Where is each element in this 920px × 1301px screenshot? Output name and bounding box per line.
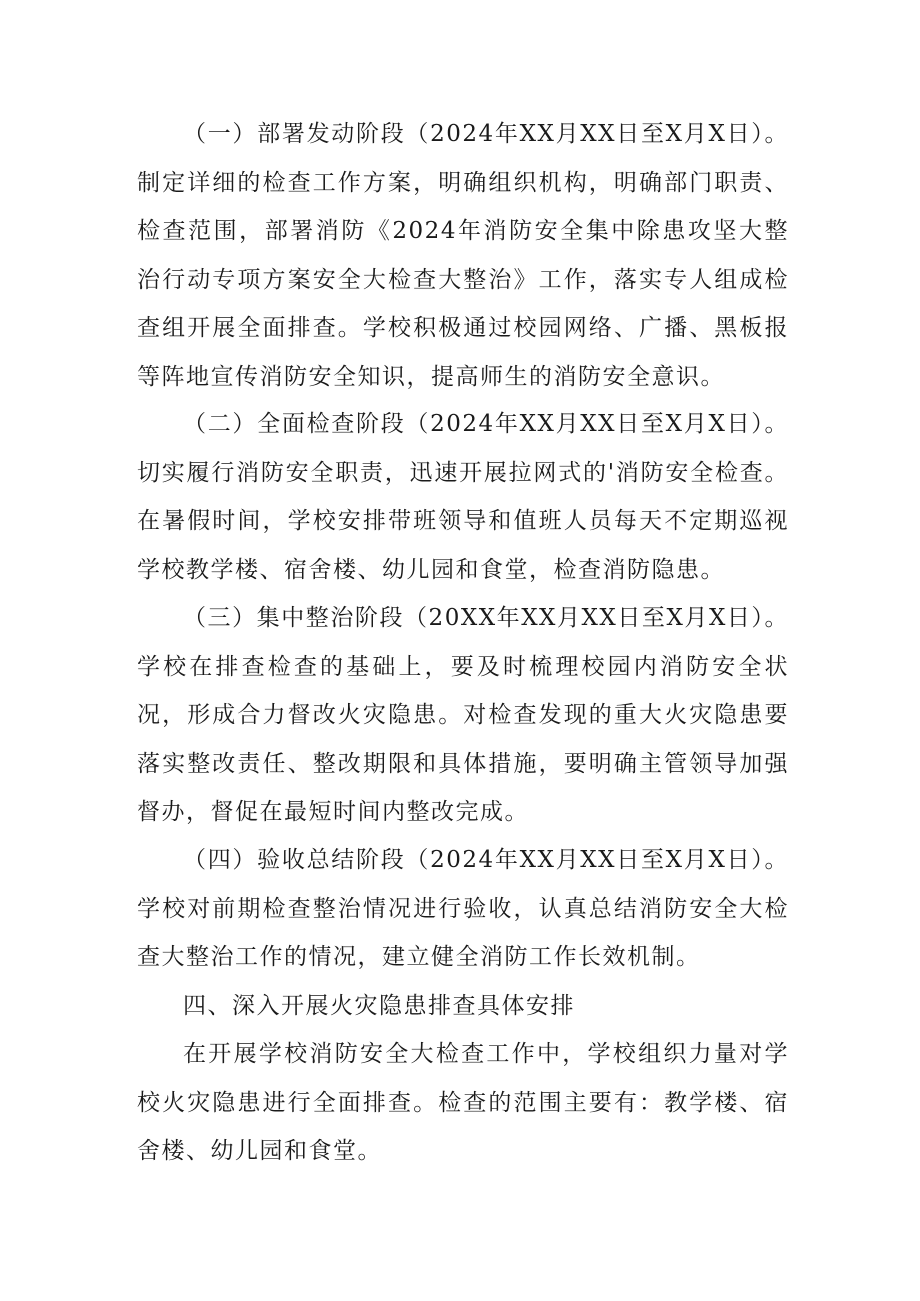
paragraph-inspection-scope: 在开展学校消防安全大检查工作中，学校组织力量对学校火灾隐患进行全面排查。检查的范围主要有：教学楼、宿舍楼、幼儿园和食堂。 [137,1041,789,1164]
paragraph-stage-four: （四）验收总结阶段（2024年XX月XX日至X月X日）。学校对前期检查整治情况进行验收，认真总结消防安全大检查大整治工作的情况，建立健全消防工作长效机制。 [137,847,789,970]
paragraph-stage-three: （三）集中整治阶段（20XX年XX月XX日至X月X日）。学校在排查检查的基础上，要及时梳理校园内消防安全状况，形成合力督改火灾隐患。对检查发现的重大火灾隐患要落实整改责任、整改期限和具体措施，要明确主管领导加强督办，督促在最短时间内整改完成。 [137,605,789,825]
paragraph-stage-two: （二）全面检查阶段（2024年XX月XX日至X月X日）。切实履行消防安全职责，迅速开展拉网式的'消防安全检查。在暑假时间，学校安排带班领导和值班人员每天不定期巡视学校教学楼、宿舍楼、幼儿园和食堂，检查消防隐患。 [137,411,789,583]
section-heading-four: 四、深入开展火灾隐患排查具体安排 [183,993,575,1019]
paragraph-stage-one: （一）部署发动阶段（2024年XX月XX日至X月X日）。制定详细的检查工作方案，明确组织机构，明确部门职责、检查范围，部署消防《2024年消防安全集中除患攻坚大整治行动专项方案安全大检查大整治》工作，落实专人组成检查组开展全面排查。学校积极通过校园网络、广播、黑板报等阵地宣传消防安全知识，提高师生的消防安全意识。 [137,121,789,390]
